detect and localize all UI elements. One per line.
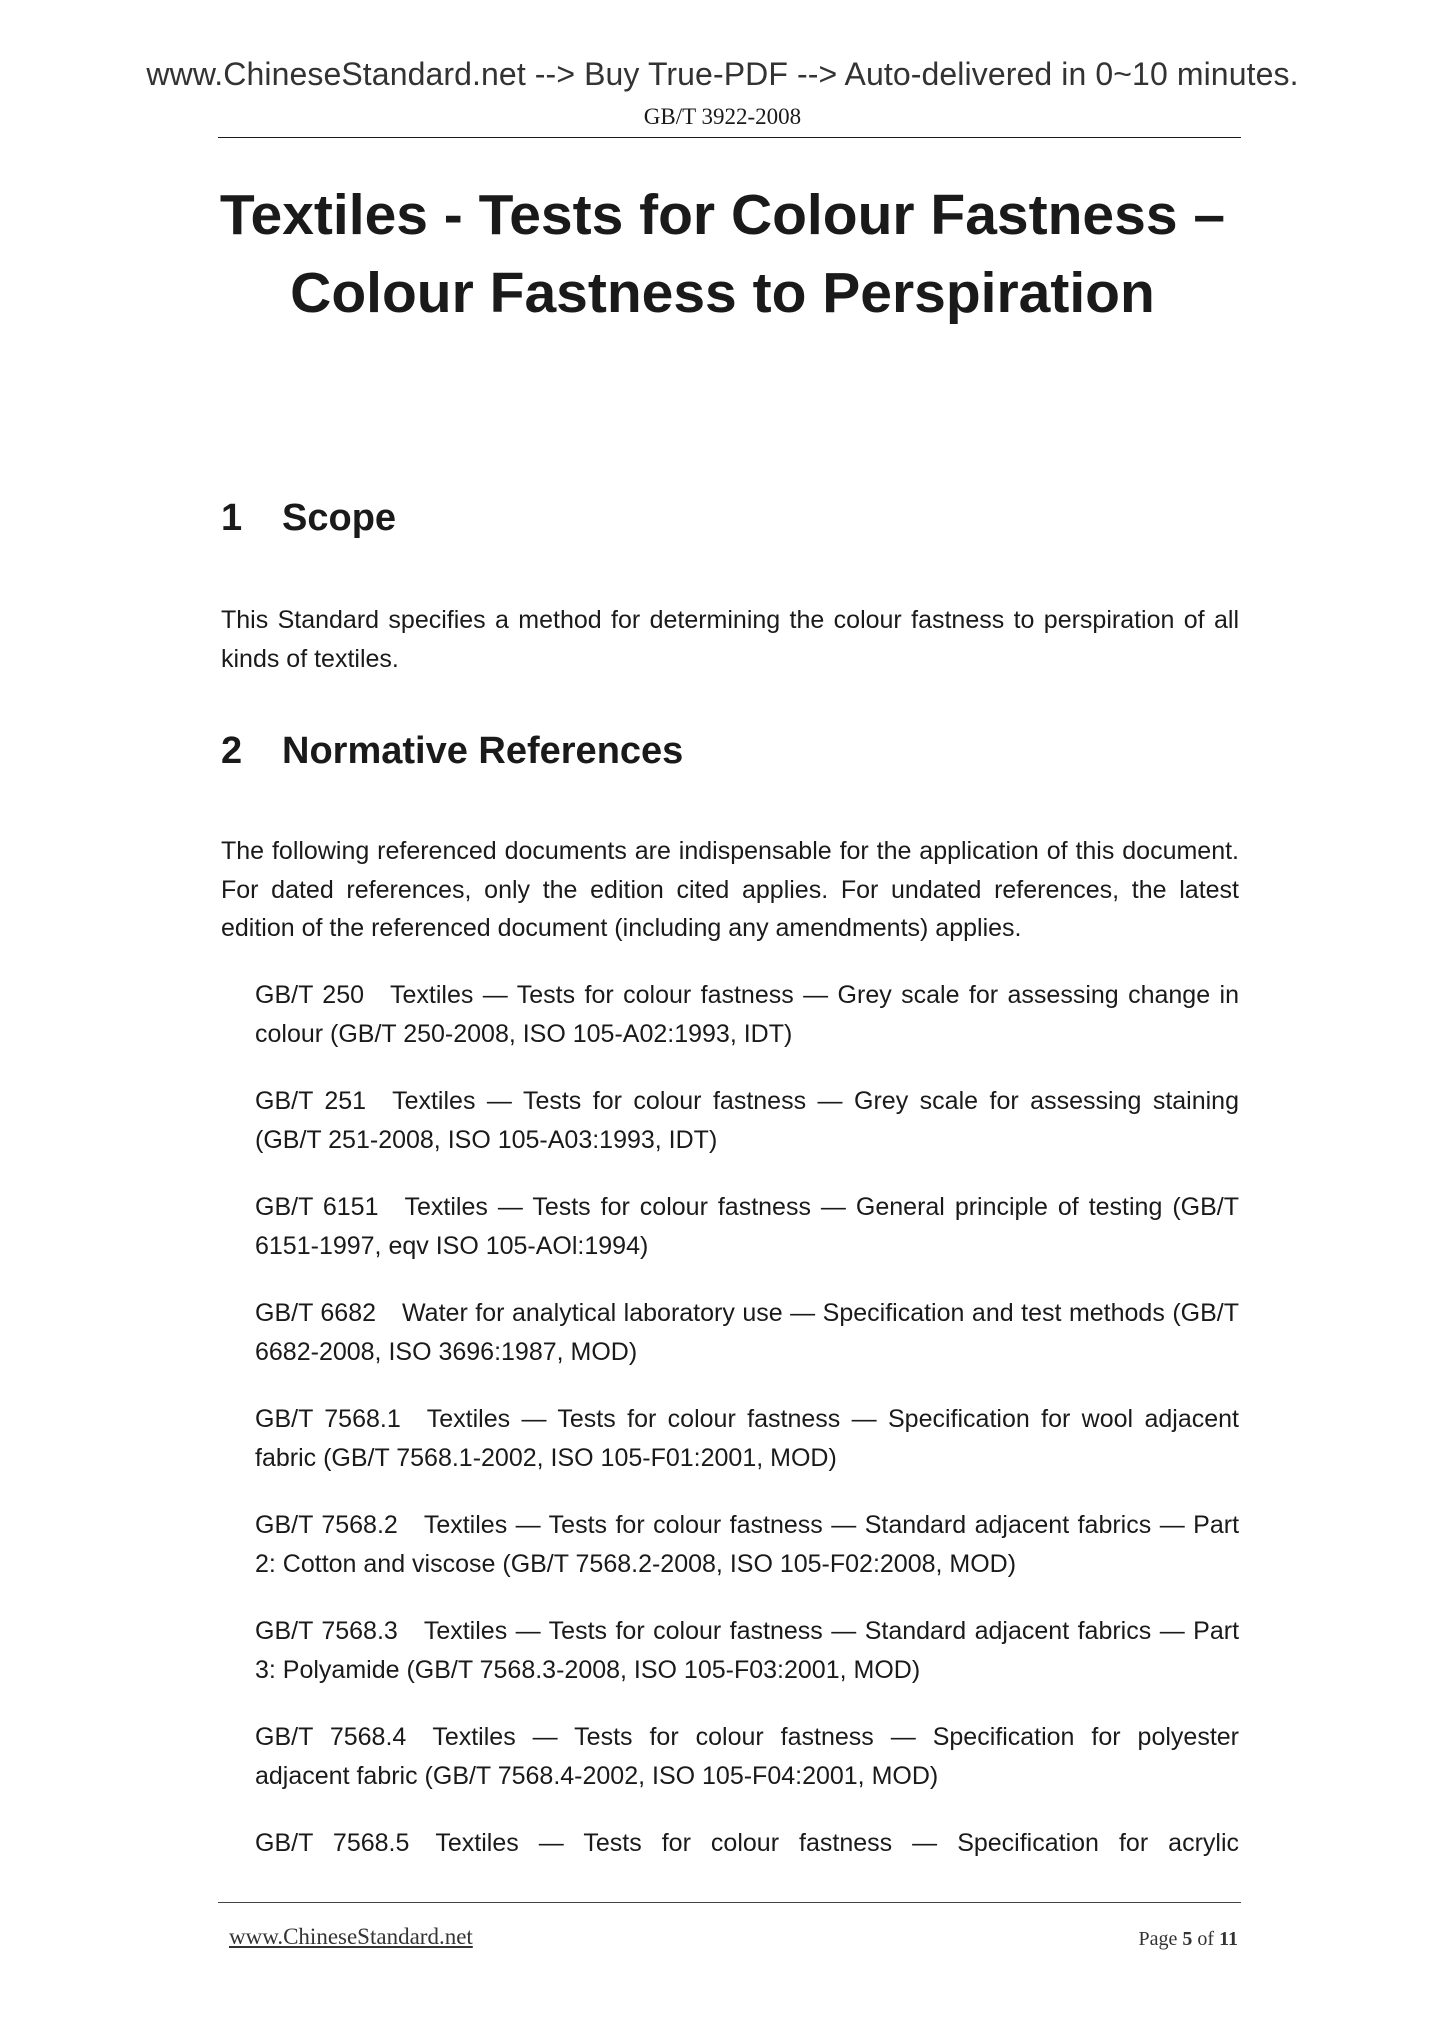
reference-code: GB/T 7568.3 (255, 1617, 398, 1645)
section-title: Scope (282, 497, 397, 539)
page-indicator (1139, 1928, 1238, 1951)
title-line-1: Textiles - Tests for Colour Fastness – (219, 183, 1226, 247)
reference-text: Textiles — Tests for colour fastness — Specification for polyester adjacent fabric (GB/T 7568.4-2002, ISO 105-F04:2001, MOD) (255, 1723, 1240, 1790)
reference-code: GB/T 7568.2 (255, 1511, 398, 1539)
page-total: 11 (1219, 1928, 1238, 1950)
reference-item (255, 1294, 1239, 1371)
reference-code: GB/T 6682 (255, 1299, 377, 1327)
normative-references-paragraph: The following referenced documents are indispensable for the application of this document. For dated references, only the edition cited applies. For undated references, the latest edition of the referenced document (including any amendments) applies. (221, 837, 1239, 942)
reference-item (255, 1400, 1239, 1477)
reference-text: Textiles — Tests for colour fastness — Specification for acrylic (435, 1829, 1240, 1857)
reference-text: Textiles — Tests for colour fastness — Grey scale for assessing staining (GB/T 251-2008, ISO 105-A03:1993, IDT) (255, 1087, 1239, 1154)
reference-item (255, 1082, 1239, 1159)
page-current: 5 (1182, 1928, 1193, 1950)
header-divider (218, 137, 1241, 138)
reference-code: GB/T 6151 (255, 1193, 379, 1221)
page-label: Page (1138, 1928, 1178, 1950)
reference-item (255, 1506, 1239, 1583)
reference-item (255, 1824, 1239, 1863)
reference-text: Textiles — Tests for colour fastness — Specification for wool adjacent fabric (GB/T 7568.1-2002, ISO 105-F01:2001, MOD) (255, 1405, 1239, 1472)
reference-code: GB/T 7568.4 (255, 1723, 407, 1751)
reference-item (255, 1612, 1239, 1689)
footer-site-link[interactable]: www.ChineseStandard.net (229, 1924, 473, 1949)
reference-code: GB/T 7568.5 (255, 1829, 410, 1857)
section-heading-normative-references (221, 730, 683, 773)
footer-divider (218, 1902, 1241, 1903)
reference-text: Textiles — Tests for colour fastness — Grey scale for assessing change in colour (GB/T 250-2008, ISO 105-A02:1993, IDT) (255, 981, 1239, 1048)
site-banner[interactable]: www.ChineseStandard.net --> Buy True-PDF --> Auto-delivered in 0~10 minutes. (146, 56, 1299, 92)
reference-text: Textiles — Tests for colour fastness — Standard adjacent fabrics — Part 3: Polyamide (GB/T 7568.3-2008, ISO 105-F03:2001, MOD) (255, 1617, 1240, 1684)
standard-code: GB/T 3922-2008 (643, 104, 802, 129)
reference-item (255, 1188, 1239, 1265)
section-number: 1 (221, 497, 243, 539)
reference-text: Textiles — Tests for colour fastness — General principle of testing (GB/T 6151-1997, eqv ISO 105-AOl:1994) (255, 1193, 1240, 1260)
page-of: of (1197, 1928, 1215, 1950)
reference-item (255, 976, 1239, 1053)
section-heading-scope (221, 497, 396, 540)
scope-paragraph: This Standard specifies a method for determining the colour fastness to perspiration of all kinds of textiles. (221, 606, 1239, 673)
title-line-2: Colour Fastness to Perspiration (290, 261, 1155, 325)
document-title (0, 176, 1445, 332)
reference-text: Textiles — Tests for colour fastness — Standard adjacent fabrics — Part 2: Cotton and viscose (GB/T 7568.2-2008, ISO 105-F02:2008, MOD) (255, 1511, 1240, 1578)
section-number: 2 (221, 730, 243, 772)
reference-code: GB/T 251 (255, 1087, 367, 1115)
reference-text: Water for analytical laboratory use — Specification and test methods (GB/T 6682-2008, ISO 3696:1987, MOD) (255, 1299, 1239, 1366)
reference-item (255, 1718, 1239, 1795)
section-title: Normative References (282, 730, 684, 772)
reference-code: GB/T 7568.1 (255, 1405, 401, 1433)
reference-code: GB/T 250 (255, 981, 365, 1009)
